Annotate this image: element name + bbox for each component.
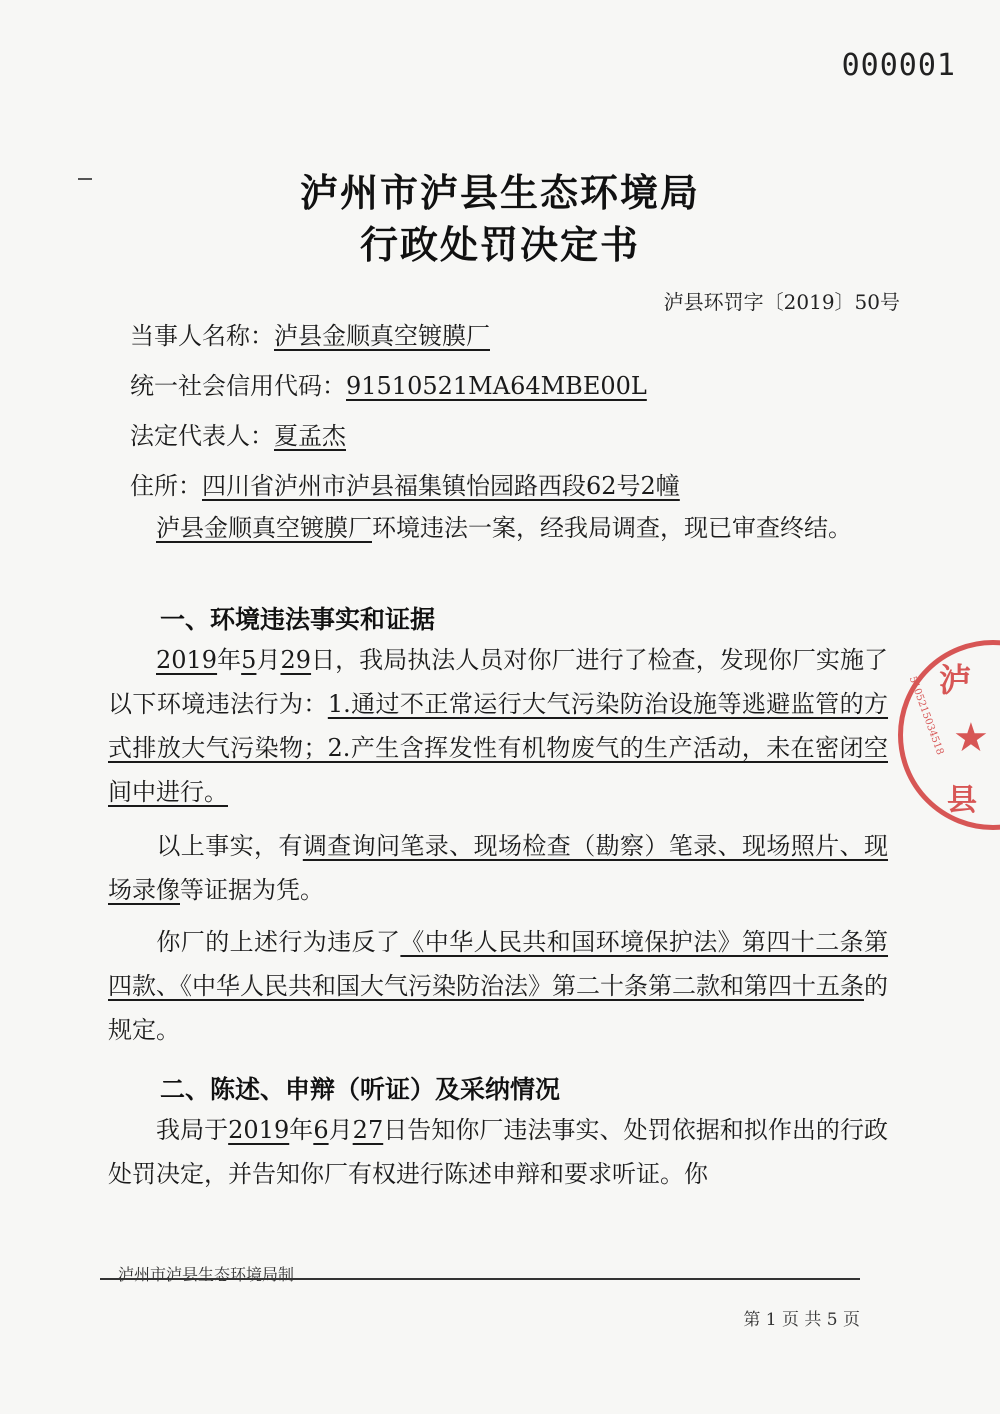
notice-month-unit: 月	[328, 1116, 353, 1144]
seal-text-top: 泸	[939, 661, 972, 699]
seal-text-bottom: 县	[947, 783, 977, 818]
notice-year-unit: 年	[289, 1116, 314, 1144]
intro-paragraph	[108, 506, 888, 550]
evidence-suffix: 等证据为凭。	[180, 876, 324, 904]
address-value: 四川省泸州市泸县福集镇怡园路西段62号2幢	[202, 472, 680, 500]
section2-heading: 二、陈述、申辩（听证）及采纳情况	[160, 1075, 561, 1104]
law-paragraph	[108, 920, 888, 1052]
evidence-items: 调查询问笔录、现场检查（勘察）笔录、现场照片、现场录像	[108, 832, 889, 904]
seal-code: 5105215034518	[906, 675, 946, 757]
credit-code-value: 91510521MA64MBE00L	[346, 372, 647, 400]
intro-party-name: 泸县金顺真空镀膜厂	[156, 514, 372, 542]
fact-text: 日，我局执法人员对你厂进行了检查，发现你厂实施了以下环境违法行为：	[108, 646, 888, 718]
footer-organization: 泸州市泸县生态环境局制	[118, 1265, 295, 1284]
notice-month: 6	[313, 1116, 329, 1144]
evidence-prefix: 以上事实，有	[156, 832, 303, 860]
party-name-value: 泸县金顺真空镀膜厂	[274, 322, 490, 350]
fact-violations: 1.通过不正常运行大气污染防治设施等逃避监管的方式排放大气污染物；2.产生含挥发性有机物废气的生产活动，未在密闭空间中进行。	[108, 690, 889, 806]
document-title-line2: 行政处罚决定书	[359, 222, 640, 267]
party-name-row	[130, 316, 490, 351]
seal-star-icon: ★	[953, 715, 989, 761]
legal-rep-row	[130, 416, 346, 451]
notice-day: 27	[352, 1116, 384, 1144]
evidence-paragraph	[108, 824, 888, 912]
address-label: 住所：	[130, 472, 202, 500]
page-number: 第 1 页 共 5 页	[743, 1310, 860, 1330]
notice-paragraph	[108, 1108, 888, 1196]
fact-month: 5	[241, 646, 257, 674]
credit-code-label: 统一社会信用代码：	[130, 372, 346, 400]
credit-code-row	[130, 366, 647, 401]
fact-year: 2019	[156, 646, 218, 674]
law-citations: 《中华人民共和国环境保护法》第四十二条第四款、《中华人民共和国大气污染防治法》第二十条第二款和第四十五条	[108, 928, 889, 1000]
legal-rep-value: 夏孟杰	[274, 422, 346, 450]
notice-prefix: 我局于	[156, 1116, 229, 1144]
fact-day: 29	[280, 646, 312, 674]
legal-rep-label: 法定代表人：	[130, 422, 274, 450]
section1-heading: 一、环境违法事实和证据	[160, 605, 436, 634]
law-suffix: 的规定。	[108, 972, 888, 1044]
document-number: 泸县环罚字〔2019〕50号	[663, 290, 900, 314]
intro-text: 环境违法一案，经我局调查，现已审查终结。	[372, 514, 852, 542]
address-row	[130, 466, 680, 501]
law-prefix: 你厂的上述行为违反了	[156, 928, 401, 956]
notice-year: 2019	[228, 1116, 290, 1144]
party-name-label: 当事人名称：	[130, 322, 274, 350]
fact-year-unit: 年	[217, 646, 242, 674]
official-seal	[898, 640, 1000, 830]
document-title-line1: 泸州市泸县生态环境局	[299, 170, 700, 215]
fact-month-unit: 月	[256, 646, 281, 674]
notice-text: 日告知你厂违法事实、处罚依据和拟作出的行政处罚决定，并告知你厂有权进行陈述申辩和要求听证。你	[108, 1116, 889, 1188]
facts-paragraph	[108, 638, 888, 814]
serial-number: 000001	[841, 48, 956, 83]
footer-divider	[100, 1278, 860, 1280]
